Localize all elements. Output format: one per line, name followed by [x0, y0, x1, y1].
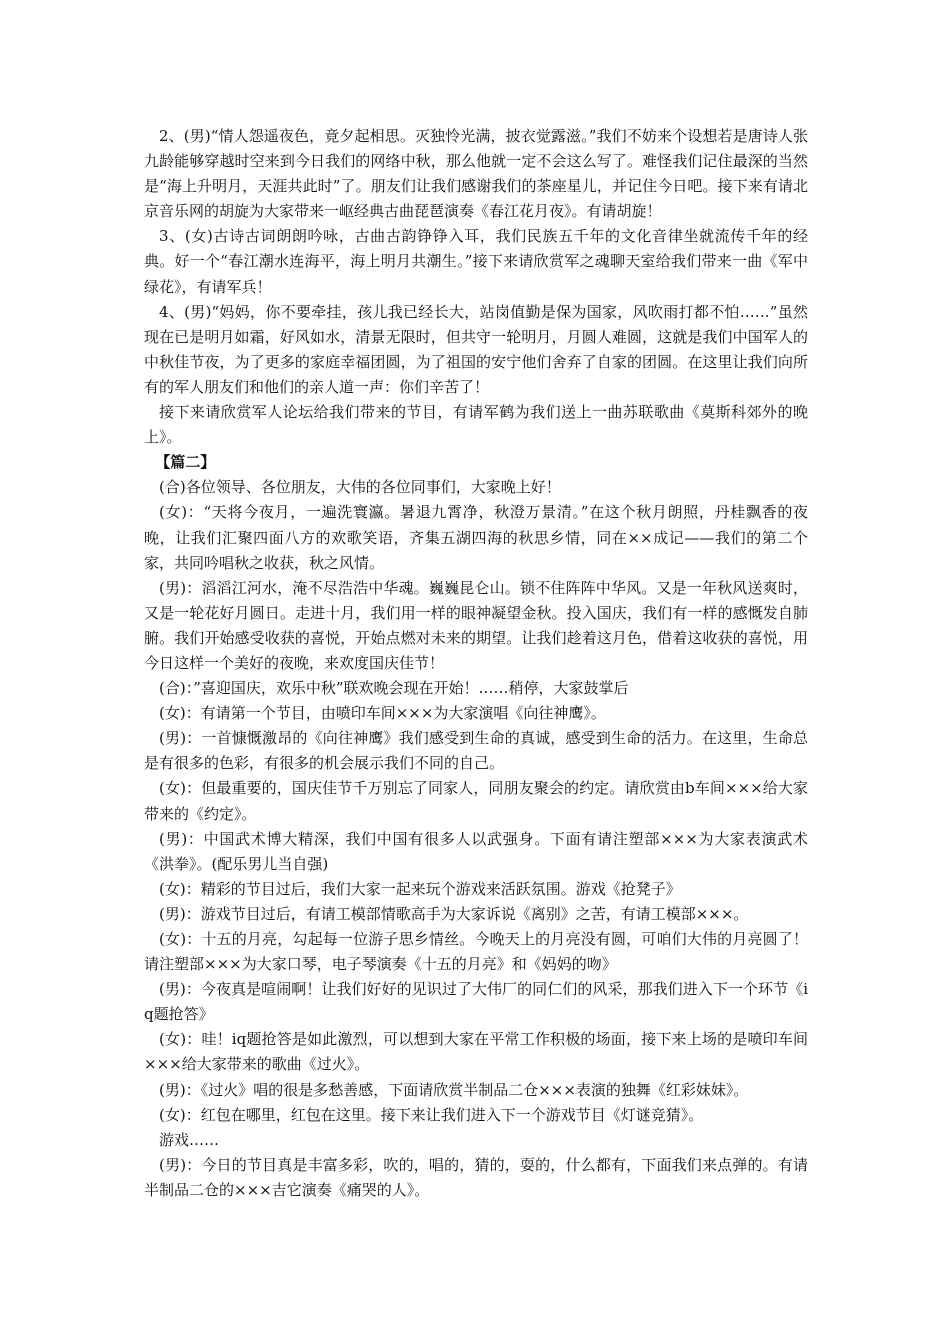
script-line: (女)：“天将今夜月，一遍洗寰瀛。暑退九霄净，秋澄万景清。”在这个秋月朗照，丹桂飘香的夜晚，让我们汇聚四面八方的欢歌笑语，齐集五湖四海的秋思乡情，同在××成记——我们的第二个家，共同吟唱秋之收获，秋之风情。 [144, 503, 808, 572]
script-line: (男)：《过火》唱的很是多愁善感，下面请欣赏半制品二仓×××表演的独舞《红彩妹妹》。 [159, 1080, 749, 1099]
paragraph-3-female-host: 3、(女)古诗古词朗朗吟咏，古曲古韵铮铮入耳，我们民族五千年的文化音律坐就流传千年的经典。好一个“春江潮水连海平，海上明月共潮生。”接下来请欣赏军之魂聊天室给我们带来一曲《军中绿花》，有请军兵！ [144, 227, 808, 296]
script-line: (合)各位领导、各位朋友，大伟的各位同事们，大家晚上好！ [159, 478, 561, 497]
script-line: (男)：滔滔江河水，淹不尽浩浩中华魂。巍巍昆仑山。锁不住阵阵中华风。又是一年秋风送爽时，又是一轮花好月圆日。走进十月，我们用一样的眼神凝望金秋。投入国庆，我们有一样的感慨发自肺腑。我们开始感受收获的喜悦，开始点燃对未来的期望。让我们趁着这月色，借着这收获的喜悦，用今日这样一个美好的夜晚，来欢度国庆佳节！ [144, 578, 808, 672]
script-line: (女)：有请第一个节目，由喷印车间×××为大家演唱《向往神鹰》。 [159, 704, 606, 723]
script-line: (女)：十五的月亮，勾起每一位游子思乡情丝。今晚天上的月亮没有圆，可咱们大伟的月亮圆了！请注塑部×××为大家口琴，电子琴演奏《十五的月亮》和《妈妈的吻》 [144, 930, 808, 974]
paragraph-2-male-host: 2、(男)“情人怨遥夜色，竟夕起相思。灭独怜光满，披衣觉露滋。”我们不妨来个设想若是唐诗人张九龄能够穿越时空来到今日我们的网络中秋，那么他就一定不会这么写了。难怪我们记住最深的当然是“海上升明月，天涯共此时”了。朋友们让我们感谢我们的茶座星儿，并记住今日吧。接下来有请北京音乐网的胡旋为大家带来一岖经典古曲琵琶演奏《春江花月夜》。有请胡旋！ [144, 127, 808, 221]
script-line: (女)：红包在哪里，红包在这里。接下来让我们进入下一个游戏节目《灯谜竞猜》。 [159, 1105, 704, 1124]
script-line: (女)：精彩的节目过后，我们大家一起来玩个游戏来活跃氛围。游戏《抢凳子》 [159, 879, 681, 898]
script-line: (男)：中国武术博大精深，我们中国有很多人以武强身。下面有请注塑部×××为大家表演武术《洪拳》。(配乐男儿当自强) [144, 829, 808, 873]
script-line: (男)：今夜真是喧闹啊！让我们好好的见识过了大伟厂的同仁们的风采，那我们进入下一个环节《iq题抢答》 [144, 980, 808, 1024]
script-line: (男)：游戏节目过后，有请工模部情歌高手为大家诉说《离别》之苦，有请工模部×××。 [159, 904, 749, 923]
script-line: (男)：一首慷慨激昂的《向往神鹰》我们感受到生命的真诚，感受到生命的活力。在这里，生命总是有很多的色彩，有很多的机会展示我们不同的自己。 [144, 729, 808, 773]
document-page [144, 124, 808, 1203]
script-line: (女)：但最重要的，国庆佳节千万别忘了同家人，同朋友聚会的约定。请欣赏由b车间×××给大家带来的《约定》。 [144, 779, 808, 823]
script-line: 游戏…… [159, 1130, 220, 1149]
section-heading: 【篇二】 [155, 453, 216, 472]
paragraph-4-male-host: 4、(男)“妈妈，你不要牵挂，孩儿我已经长大，站岗值勤是保为国家，风吹雨打都不怕……”虽然现在已是明月如霜，好风如水，清景无限时，但共守一轮明月，月圆人难圆，这就是我们中国军人的中秋佳节夜，为了更多的家庭幸福团圆，为了祖国的安宁他们舍弃了自家的团圆。在这里让我们向所有的军人朋友们和他们的亲人道一声：你们辛苦了！ [144, 302, 808, 396]
paragraph-next-program: 接下来请欣赏军人论坛给我们带来的节目，有请军鹤为我们送上一曲苏联歌曲《莫斯科郊外的晚上》。 [144, 403, 808, 447]
script-line: (合)：”喜迎国庆，欢乐中秋”联欢晚会现在开始！……稍停，大家鼓掌后 [159, 679, 629, 698]
script-line: (女)：哇！iq题抢答是如此激烈，可以想到大家在平常工作积极的场面，接下来上场的是喷印车间×××给大家带来的歌曲《过火》。 [144, 1030, 808, 1074]
script-line: (男)：今日的节目真是丰富多彩，吹的，唱的，猜的，耍的，什么都有，下面我们来点弹的。有请半制品二仓的×××吉它演奏《痛哭的人》。 [144, 1155, 808, 1199]
